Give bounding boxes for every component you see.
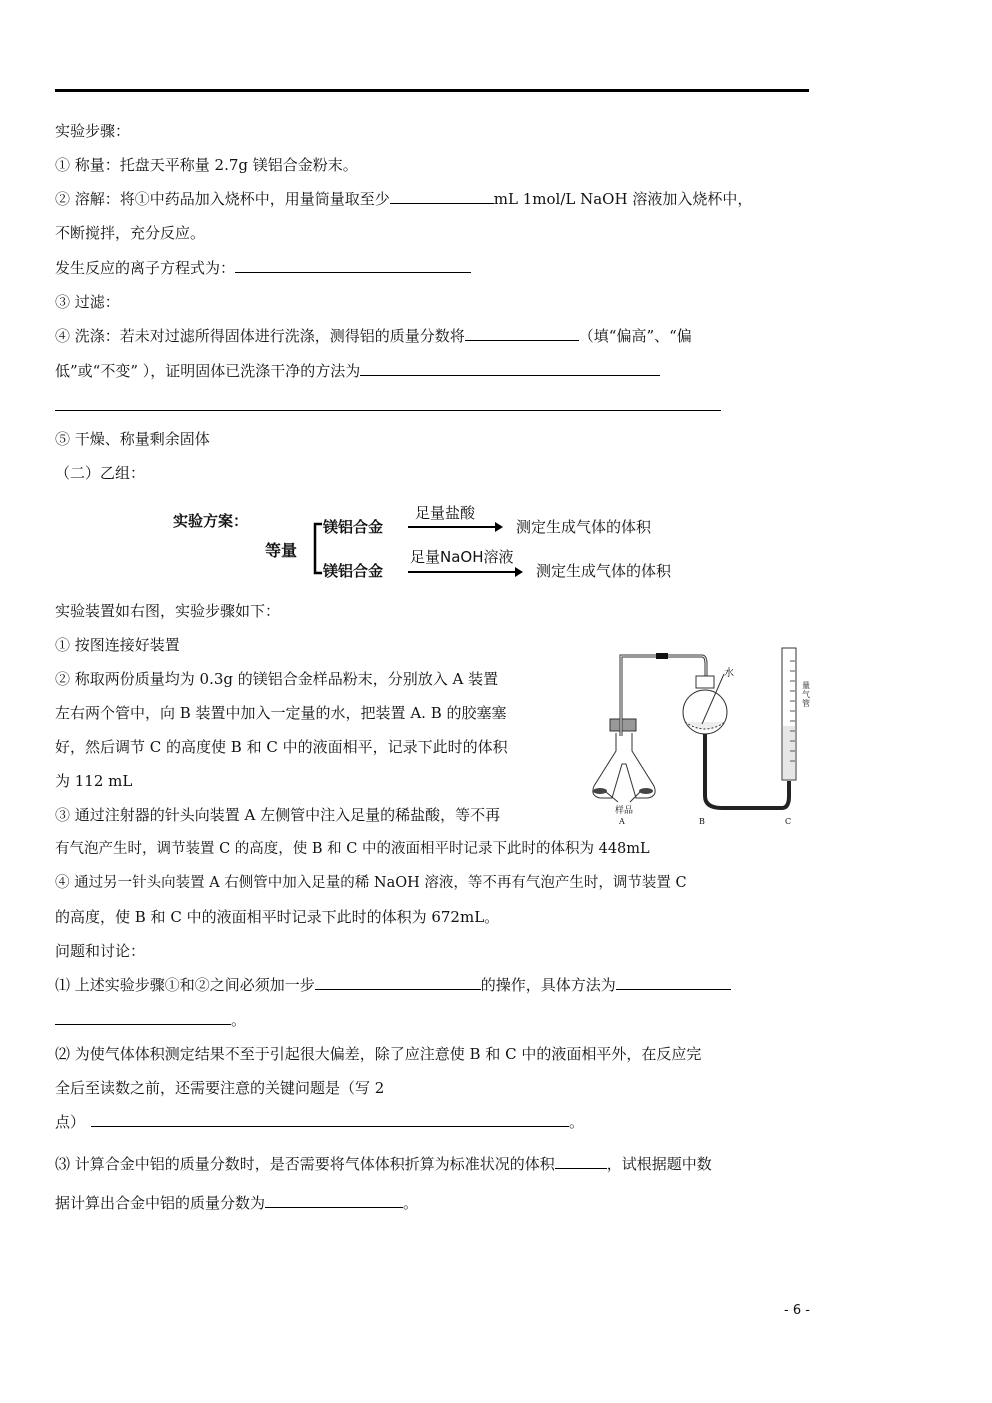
- question-1-cont: [55, 1010, 246, 1030]
- label-sample: 样品: [615, 806, 634, 816]
- answer-blank-wash-effect[interactable]: [465, 326, 579, 341]
- apparatus-drawing: [582, 636, 822, 831]
- step-b-4-line2: 的高度，使 B 和 C 中的液面相平时记录下此时的体积为 672mL。: [55, 908, 500, 926]
- step-wash: [55, 326, 692, 346]
- answer-blank-q2[interactable]: [91, 1112, 569, 1127]
- step-dissolve: [55, 189, 752, 209]
- step-wash-pre: ④ 洗涤：若未对过滤所得固体进行洗涤，测得铝的质量分数将: [55, 327, 465, 345]
- question-2-line3: [55, 1112, 584, 1132]
- question-3-line2-pre: 据计算出合金中铝的质量分数为: [55, 1194, 266, 1212]
- answer-blank-q1-step[interactable]: [315, 975, 481, 990]
- stopper-b: [696, 676, 714, 688]
- steps-title: 实验步骤：: [55, 122, 131, 140]
- question-3-post: ，试根据题中数: [606, 1155, 712, 1173]
- scheme-reagent-acid: 足量盐酸: [415, 504, 476, 522]
- step-b-2-line1: ② 称取两份质量均为 0.3g 的镁铝合金样品粉末，分别放入 A 装置: [55, 670, 499, 688]
- answer-blank-equation[interactable]: [235, 258, 471, 273]
- question-3-line1: [55, 1154, 712, 1174]
- header-rule: [55, 89, 809, 92]
- tube-joint: [656, 653, 668, 659]
- answer-blank-q3-fraction[interactable]: [265, 1193, 403, 1208]
- group-b-heading: （二）乙组：: [55, 464, 146, 482]
- step-filter: ③ 过滤：: [55, 293, 120, 311]
- label-water: 水: [724, 668, 734, 679]
- step-dissolve-cont: 不断搅拌，充分反应。: [55, 224, 206, 242]
- question-3-end: 。: [403, 1194, 419, 1212]
- step-dissolve-post: mL 1mol/L NaOH 溶液加入烧杯中，: [493, 190, 753, 208]
- step-wash-post: （填“偏高”、“偏: [578, 327, 692, 345]
- scheme-result-1: 测定生成气体的体积: [516, 518, 652, 536]
- question-1-mid: 的操作，具体方法为: [480, 976, 616, 994]
- step-b-2-line4: 为 112 mL: [55, 772, 133, 790]
- question-2-line1: ⑵ 为使气体体积测定结果不至于引起很大偏差，除了应注意使 B 和 C 中的液面相平外，在反应完: [55, 1045, 702, 1063]
- scheme-arrow-base-head: [515, 567, 523, 577]
- apparatus-intro: 实验装置如右图，实验步骤如下：: [55, 602, 281, 620]
- apparatus-figure: [582, 636, 822, 831]
- question-2-line2: 全后至读数之前，还需要注意的关键问题是（写 2: [55, 1079, 385, 1097]
- label-gas-burette: 量气管: [802, 681, 810, 708]
- question-3-line2: [55, 1193, 418, 1213]
- stopper-a: [610, 719, 636, 731]
- step-b-2-line2: 左右两个管中，向 B 装置中加入一定量的水，把装置 A. B 的胶塞塞: [55, 704, 507, 722]
- scheme-title: 实验方案：: [173, 512, 249, 530]
- sample-pointer-left: [606, 792, 618, 802]
- scheme-result-2: 测定生成气体的体积: [536, 562, 672, 580]
- scheme-alloy-2: 镁铝合金: [323, 562, 384, 580]
- step-dissolve-pre: ② 溶解：将①中药品加入烧杯中，用量筒量取至少: [55, 190, 390, 208]
- step-b-4-line1: ④ 通过另一针头向装置 A 右侧管中加入足量的稀 NaOH 溶液，等不再有气泡产生时，调节装置 C: [55, 875, 687, 891]
- sample-right: [639, 788, 653, 794]
- ionic-equation-line: [55, 258, 471, 278]
- scheme-alloy-1: 镁铝合金: [323, 518, 384, 536]
- step-b-3-line1: ③ 通过注射器的针头向装置 A 左侧管中注入足量的稀盐酸，等不再: [55, 806, 501, 824]
- rubber-hose: [705, 734, 789, 808]
- question-2-pre: 点）: [55, 1113, 86, 1131]
- step-b-3-line2: 有气泡产生时，调节装置 C 的高度，使 B 和 C 中的液面相平时记录下此时的体积为 448mL: [55, 841, 650, 857]
- page-number: - 6 -: [784, 1303, 810, 1318]
- discussion-heading: 问题和讨论：: [55, 942, 146, 960]
- step-wash-cont: [55, 361, 660, 381]
- answer-blank-q1-method[interactable]: [616, 975, 731, 990]
- question-1-pre: ⑴ 上述实验步骤①和②之间必须加一步: [55, 976, 315, 994]
- answer-blank-q1-method-cont[interactable]: [55, 1010, 231, 1025]
- step-wash-cont-text: 低”或“不变” ），证明固体已洗涤干净的方法为: [55, 362, 361, 380]
- sample-left: [593, 788, 607, 794]
- answer-blank-volume[interactable]: [390, 189, 494, 204]
- step-b-1: ① 按图连接好装置: [55, 636, 180, 654]
- answer-blank-wash-method-cont[interactable]: [55, 410, 721, 411]
- step-b-2-line3: 好，然后调节 C 的高度使 B 和 C 中的液面相平，记录下此时的体积: [55, 738, 508, 756]
- burette-liquid: [783, 726, 795, 779]
- question-1: [55, 975, 731, 995]
- step-weigh: ① 称量：托盘天平称量 2.7g 镁铝合金粉末。: [55, 156, 358, 174]
- scheme-reagent-base: 足量NaOH溶液: [410, 548, 514, 566]
- answer-blank-q3-convert[interactable]: [555, 1154, 607, 1169]
- question-3-pre: ⑶ 计算合金中铝的质量分数时，是否需要将气体体积折算为标准状况的体积: [55, 1155, 555, 1173]
- scheme-equal: 等量: [265, 541, 298, 560]
- question-1-end: 。: [231, 1011, 247, 1029]
- label-a: A: [619, 817, 625, 826]
- scheme-arrow-acid-head: [495, 522, 503, 532]
- answer-blank-wash-method[interactable]: [360, 361, 660, 376]
- scheme-bracket: [315, 524, 322, 573]
- experiment-scheme: [170, 500, 690, 585]
- label-c: C: [785, 817, 792, 826]
- step-dry: ⑤ 干燥、称量剩余固体: [55, 430, 210, 448]
- ionic-equation-label: 发生反应的离子方程式为：: [55, 259, 236, 277]
- label-b: B: [699, 817, 705, 826]
- question-2-end: 。: [569, 1113, 585, 1131]
